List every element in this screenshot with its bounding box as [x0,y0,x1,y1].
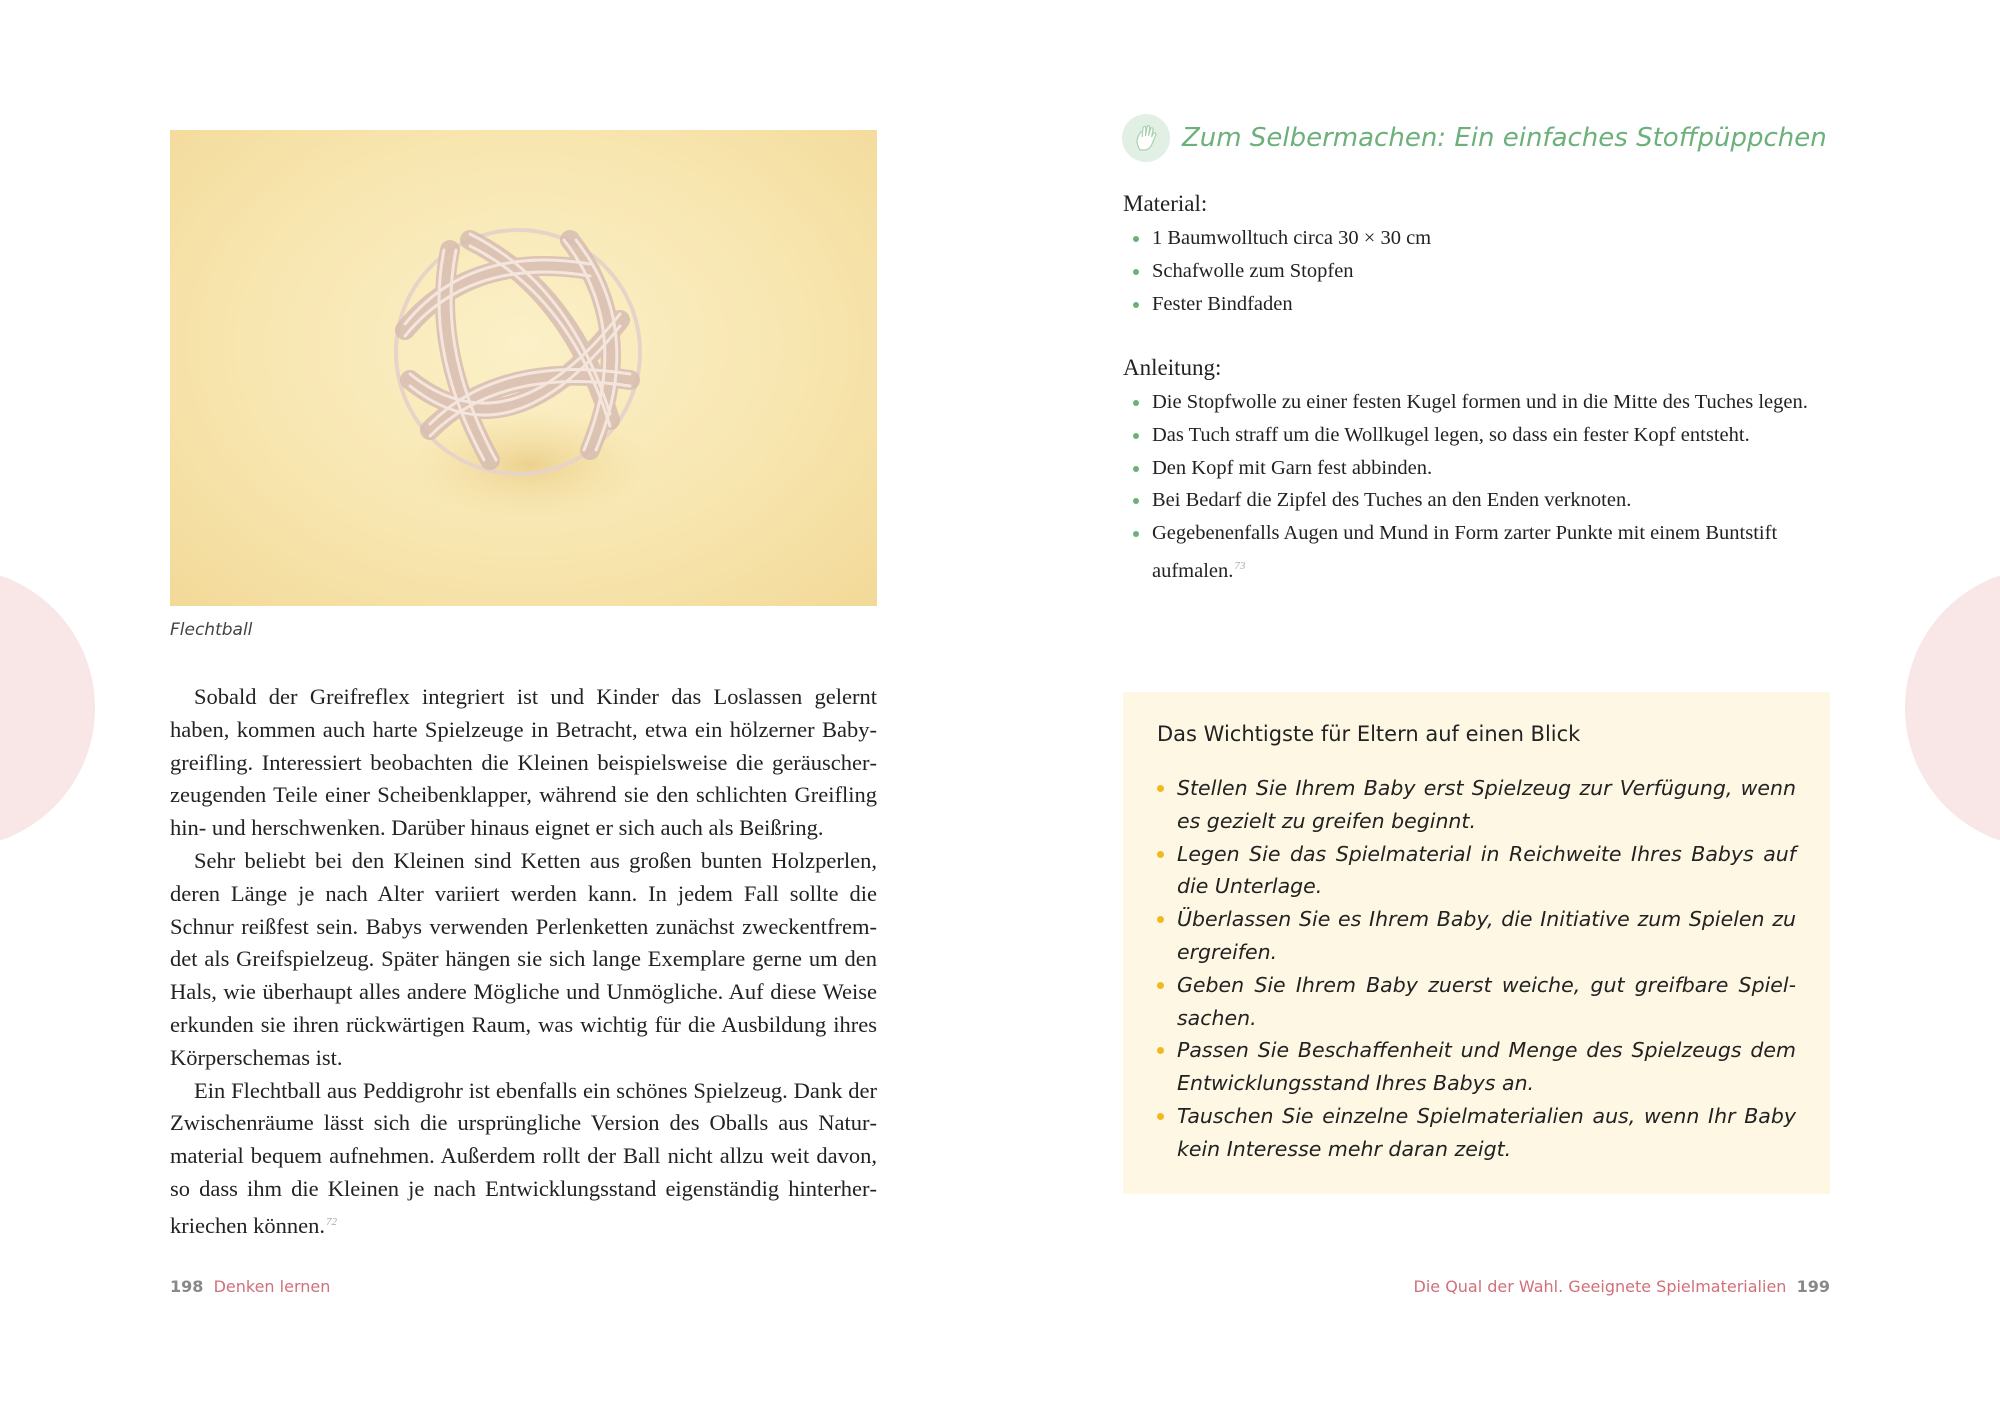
bullet [1157,1047,1164,1054]
diy-title: Zum Selbermachen: Ein einfaches Stoffpüppchen [1182,123,1827,153]
paragraph: Sobald der Greifreflex integriert ist und Kinder das Loslassen gelernt haben, kommen auch harte Spielzeuge in Betracht, etwa ein hölzerner Babygreifling. Interessiert beobachten die Kleinen beispielsweise die geräuscherzeugenden Teile einer Scheibenklapper, während sie den schlichten Greifling hin- und herschwenken. Darüber hinaus eignet er sich auch als Beißring. [170,684,877,841]
list-item-text: Die Stopfwolle zu einer festen Kugel formen und in die Mitte des Tuches legen. [1152,391,1808,413]
summary-item-text: Tauschen Sie einzelne Spielmaterialien aus, wenn Ihr Baby kein Interesse mehr daran zeigt. [1177,1103,1796,1161]
list-item-text: Fester Bindfaden [1152,292,1293,315]
list-item-text: Den Kopf mit Garn fest abbinden. [1152,456,1433,479]
summary-list [1157,772,1796,1166]
list-item [1123,255,1431,288]
bullet [1133,433,1139,439]
left-body-text [170,681,877,1243]
footnote-ref[interactable]: 73 [1234,559,1246,572]
summary-item-text: Passen Sie Beschaffenheit und Menge des Spielzeugs dem Entwicklungsstand Ihres Babys an. [1177,1038,1796,1096]
page-number: 198 [170,1277,204,1296]
bullet [1157,851,1164,858]
figure-caption: Flechtball [170,620,253,640]
summary-item [1157,772,1796,838]
page-number: 199 [1796,1277,1830,1296]
summary-box-title: Das Wichtigste für Eltern auf einen Blick [1157,722,1581,746]
summary-item [1157,969,1796,1035]
bullet [1157,1113,1164,1120]
wicker-ball-image [170,130,877,606]
hand-icon [1122,114,1170,162]
wicker-ball-photo [170,130,877,606]
paragraph [170,1075,877,1243]
list-item-text: 1 Baumwolltuch circa 30 × 30 cm [1152,227,1432,249]
list-item [1123,484,1813,517]
footer-left [170,1277,330,1296]
list-item [1123,517,1813,588]
bullet [1133,498,1139,504]
list-item [1123,288,1431,321]
decorative-circle-left [0,568,95,848]
materials-list [1123,222,1431,320]
running-title: Denken lernen [213,1277,331,1296]
summary-item-text: Legen Sie das Spielmaterial in Reichweite Ihres Babys auf die Unterlage. [1177,841,1796,899]
summary-item [1157,838,1796,904]
material-label: Material: [1123,191,1208,216]
instructions-list [1123,386,1813,588]
decorative-circle-right [1905,568,2000,848]
paragraph: Sehr beliebt bei den Kleinen sind Ketten aus großen bunten Holzperlen, deren Länge je nach Alter variiert werden kann. In jedem Fall sollte die Schnur reißfest sein. Babys verwenden Perlenketten zunächst zweckentfremdet als Greifspielzeug. Später hängen sie sich lange Exemplare gerne um den Hals, wie überhaupt alles andere Mögliche und Unmögliche. Auf diese Weise erkunden sie ihren rückwärtigen Raum, was wichtig für die Ausbildung ihres Körperschemas ist. [170,847,877,1070]
bullet [1133,269,1139,275]
bullet [1133,302,1139,308]
list-item [1123,419,1813,452]
paragraph-text: Ein Flechtball aus Peddigrohr ist ebenfalls ein schönes Spielzeug. Dank der Zwischenräume lässt sich die ursprüngliche Version des Oballs aus Naturmaterial bequem aufnehmen. Außerdem rollt der Ball nicht allzu weit davon, so dass ihm die Kleinen je nach Entwicklungsstand eigenständig hinterherkriechen können. [170,1077,877,1238]
bullet [1157,785,1164,792]
list-item [1123,386,1813,419]
instructions-label: Anleitung: [1123,355,1222,380]
summary-item [1157,903,1796,969]
summary-item-text: Überlassen Sie es Ihrem Baby, die Initiative zum Spielen zu ergreifen. [1177,907,1796,964]
bullet [1157,982,1164,989]
list-item [1123,222,1431,255]
list-item-text: Bei Bedarf die Zipfel des Tuches an den Enden verknoten. [1152,489,1632,512]
list-item [1123,452,1813,485]
list-item-text: Gegebenenfalls Augen und Mund in Form zarter Punkte mit einem Buntstift aufmalen. [1152,522,1778,582]
summary-item [1157,1100,1796,1166]
footer-right [1414,1277,1831,1296]
bullet [1133,466,1139,472]
diy-header [1122,112,1827,164]
bullet [1133,400,1139,406]
summary-box [1123,692,1830,1194]
bullet [1133,236,1139,242]
list-item-text: Das Tuch straff um die Wollkugel legen, so dass ein fester Kopf entsteht. [1152,423,1750,446]
summary-item-text: Stellen Sie Ihrem Baby erst Spielzeug zur Verfügung, wenn es gezielt zu greifen beginnt. [1177,776,1796,833]
bullet [1133,531,1139,537]
summary-item [1157,1034,1796,1100]
running-title: Die Qual der Wahl. Geeignete Spielmaterialien [1413,1277,1787,1296]
footnote-ref[interactable]: 72 [325,1215,337,1228]
summary-item-text: Geben Sie Ihrem Baby zuerst weiche, gut greifbare Spielsachen. [1177,972,1796,1030]
bullet [1157,916,1164,923]
list-item-text: Schafwolle zum Stopfen [1152,259,1354,282]
